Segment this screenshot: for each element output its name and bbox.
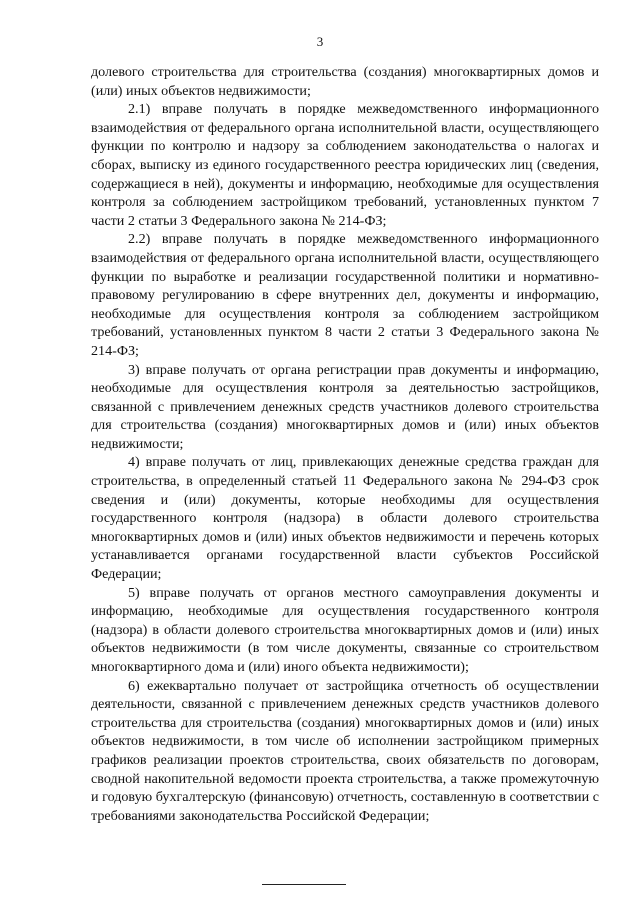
paragraph-item-6: 6) ежеквартально получает от застройщика отчетность об осуществлении деятельности, связанной с привлечением денежных средств участников долевого строительства для строительства (создания) многоквартирных домов и (или) иных объектов недвижимости, в том числе об исполнении застройщиком примерных графиков реализации проектов строительства, своих обязательств по договорам, сводной накопительной ведомости проекта строительства, а также промежуточную и годовую бухгалтерскую (финансовую) отчетность, составленную в соответствии с требованиями законодательства Российской Федерации; [91,677,599,824]
paragraph-item-4: 4) вправе получать от лиц, привлекающих денежные средства граждан для строительства, в определенный статьей 11 Федерального закона № 294-ФЗ срок сведения и (или) документы, которые необходимы для осуществления государственного контроля (надзора) в области долевого строительства многоквартирных домов и (или) иных объектов недвижимости и перечень которых устанавливается органами государственной власти субъектов Российской Федерации; [91,454,599,583]
paragraph-continuation: долевого строительства для строительства (создания) многоквартирных домов и (или) иных объектов недвижимости; [91,64,599,99]
document-body [91,63,599,825]
footer-divider [262,884,346,885]
page-number: 3 [316,34,324,49]
paragraph-item-2-1: 2.1) вправе получать в порядке межведомственного информационного взаимодействия от федерального органа исполнительной власти, осуществляющего функции по контролю и надзору за соблюдением законодательства о налогах и сборах, выписку из единого государственного реестра юридических лиц (сведения, содержащиеся в ней), документы и информацию, необходимые для осуществления контроля за соблюдением застройщиком требований, установленных пунктом 7 части 2 статьи 3 Федерального закона № 214-ФЗ; [91,101,599,229]
paragraph-item-3: 3) вправе получать от органа регистрации прав документы и информацию, необходимые для осуществления контроля за деятельностью застройщиков, связанной с привлечением денежных средств участников долевого строительства для строительства (создания) многоквартирных домов и (или) иных объектов недвижимости; [91,361,599,452]
paragraph-item-2-2: 2.2) вправе получать в порядке межведомственного информационного взаимодействия от федерального органа исполнительной власти, осуществляющего функции по выработке и реализации государственной политики и нормативно-правовому регулированию в сфере внутренних дел, документы и информацию, необходимые для осуществления контроля за соблюдением застройщиком требований, установленных пунктом 8 части 2 статьи 3 Федерального закона № 214-ФЗ; [91,231,599,359]
paragraph-item-5: 5) вправе получать от органов местного самоуправления документы и информацию, необходимые для осуществления государственного контроля (надзора) в области долевого строительства многоквартирных домов и (или) иных объектов недвижимости (в том числе документы, связанные со строительством многоквартирного дома и (или) иного объекта недвижимости); [91,584,599,675]
